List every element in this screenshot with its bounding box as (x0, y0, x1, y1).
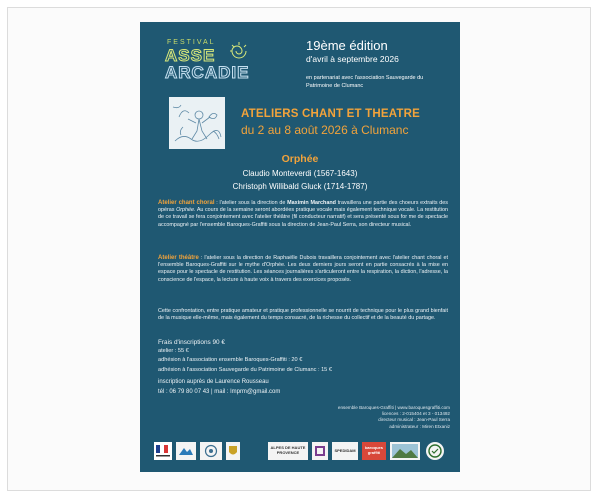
workshop-title: ATELIERS CHANT ET THEATRE (241, 108, 420, 120)
fees-title: Frais d'inscriptions 90 € (158, 339, 225, 346)
fee-line: adhésion à l'association ensemble Baroques-Graffiti : 20 € (158, 357, 303, 364)
alpes-haute-provence-logo: ALPES DE HAUTE PROVENCE (268, 442, 308, 460)
composer-monteverdi: Claudio Monteverdi (1567-1643) (242, 169, 358, 178)
festival-swirl-icon (228, 40, 250, 62)
sponsor-logos (150, 442, 450, 464)
registration-block (158, 377, 408, 397)
landscape-logo-icon (390, 442, 420, 460)
ensemble-contacts (280, 405, 450, 430)
partner-text: en partenariat avec l'association Sauvegarde du Patrimoine de Clumanc (306, 75, 424, 89)
registration-phone-mail: tél : 06 79 80 07 43 | mail : lmprm@gmail.com (158, 389, 281, 395)
ensemble-website: ensemble Baroques-Graffiti | www.baroquesgraffiti.com (337, 405, 450, 410)
choral-opera: Orphée (176, 207, 195, 214)
partner-logo-icon (312, 442, 328, 460)
theatre-heading: Atelier théâtre (158, 255, 199, 261)
choral-text-c: . Au cours de la semaine seront abordées pratique vocale mais également technique vocale. La restitution de ce travail se fera conjointement avec l'atelier théâtre (fil conducteur narratif) et sera présenté sous for me de spectacle accompagné par l'ensemble Baroques-Graffiti sous la direction de Jean-Paul Serra, son directeur musical. (158, 207, 448, 228)
choral-text-b: travaillera une partie des choeurs extraits des opéras (158, 200, 448, 214)
fee-line: adhésion à l'association Sauvegarde du Patrimoine de Clumanc : 15 € (158, 366, 332, 373)
composer-gluck: Christoph Willibald Gluck (1714-1787) (232, 182, 368, 191)
workshop-dates: du 2 au 8 août 2026 à Clumanc (241, 123, 409, 137)
fees-block (158, 338, 358, 375)
fee-line: atelier : 55 € (158, 348, 189, 355)
festival-dates: d'avril à septembre 2026 (306, 54, 399, 64)
region-logo-icon (176, 442, 196, 460)
confrontation-paragraph: Cette confrontation, entre pratique amateur et pratique professionnelle se nourrit de technique pour le plus grand bienfait de la musique elle-même, mais également du temps consacré, de la richesse du collectif et de la beauté du partage. (158, 308, 448, 322)
french-republic-logo-icon (154, 442, 172, 460)
registration-contact: inscription auprès de Laurence Rousseau (158, 379, 269, 385)
logo-line-2: ARCADIE (165, 63, 250, 82)
municipality-logo-icon (226, 442, 240, 460)
department-logo-icon (200, 442, 222, 460)
festival-label: FESTIVAL (167, 39, 216, 46)
round-partner-logo-icon (426, 442, 444, 460)
ensemble-director: directeur musical : Jean-Paul Serra (378, 417, 450, 423)
poster (140, 22, 460, 472)
logo-line-1: ASSE (165, 46, 216, 65)
edition-title: 19ème édition (306, 38, 388, 53)
baroques-graffiti-logo: baroques graffiti (362, 442, 386, 460)
theatre-text: : l'atelier sous la direction de Raphaëlle Dubois travaillera conjointement avec l'atelier chant choral et l'ensemble Baroques-Graffiti sur le mythe d'Orphée. Les deux derniers jours seront en partie consacrés à la mise en espace pour le spectacle de restitution. Les séances journalières s'articuleront entre la respiration, la diction, l'adresse, la conscience de l'espace, la lecture à haute voix à travers des exercices proposés. (158, 255, 448, 283)
orpheus-engraving-image (169, 97, 225, 149)
choral-paragraph (158, 200, 448, 229)
choral-director: Maximin Marchand (287, 200, 336, 206)
choral-heading: Atelier chant choral (158, 200, 215, 206)
choral-text-a: : l'atelier sous la direction de (214, 200, 288, 206)
ensemble-licences: licences : 2-015404 et 3 - 013492 (381, 411, 450, 417)
ensemble-administrator: administrateur : Miren Etxaniz (389, 423, 450, 429)
theatre-paragraph (158, 255, 448, 284)
spedidam-logo: SPEDIDAM (332, 442, 358, 460)
work-title: Orphée (281, 153, 319, 165)
